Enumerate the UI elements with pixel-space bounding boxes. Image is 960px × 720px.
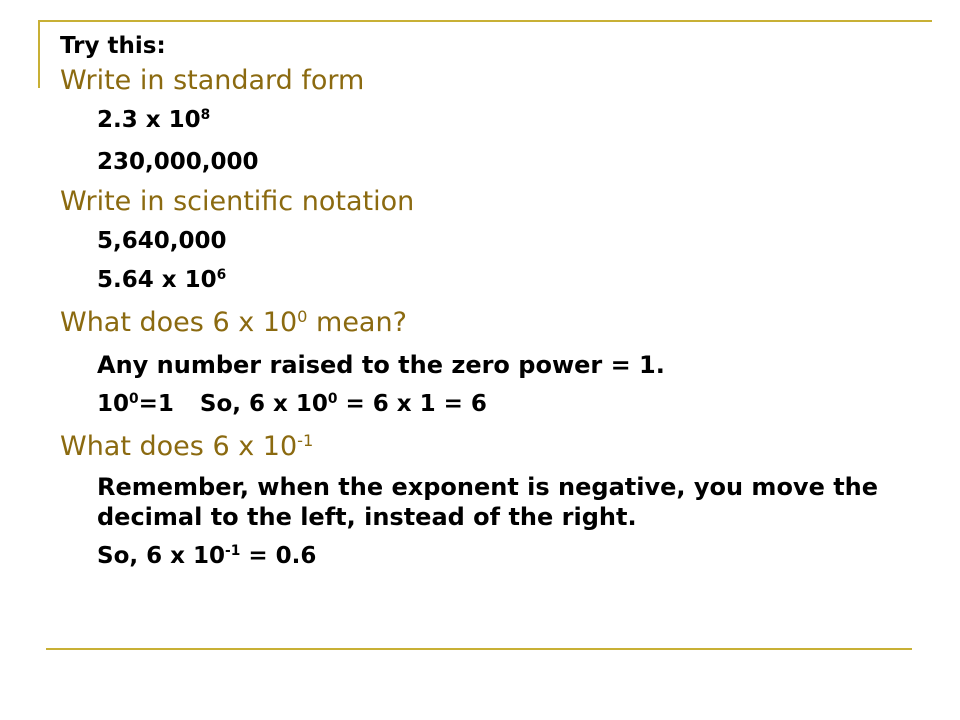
zero-power-example: $10^0=1$ So, 6 x $10^0 = 6$ x 1 = 6 (97, 391, 487, 417)
zero-exponent-heading: What does 6 x $10^0$ mean? (60, 307, 407, 338)
standard-form-answer: 230,000,000 (97, 149, 259, 175)
scientific-notation-value: 5,640,000 (97, 228, 227, 254)
negative-exponent-heading: What does 6 x $10^{-1}$ (60, 431, 314, 462)
top-rule (38, 20, 932, 22)
scientific-notation-answer: 5.64 x $10^6$ (97, 267, 227, 293)
slide-content (60, 33, 920, 579)
negative-exponent-answer: So, 6 x $10^{-1} = 0.6$ (97, 543, 317, 569)
standard-form-heading: Write in standard form (60, 65, 365, 96)
standard-form-expression: 2.3 x $10^8$ (97, 107, 211, 133)
scientific-notation-heading: Write in scientific notation (60, 186, 415, 217)
negative-exponent-reminder: Remember, when the exponent is negative, you move the decimal to the left, instead of the right. (97, 473, 879, 531)
intro-text: Try this: (60, 33, 166, 59)
bottom-rule (46, 648, 912, 650)
zero-power-rule: Any number raised to the zero power = 1. (97, 351, 665, 379)
left-rule (38, 20, 40, 88)
